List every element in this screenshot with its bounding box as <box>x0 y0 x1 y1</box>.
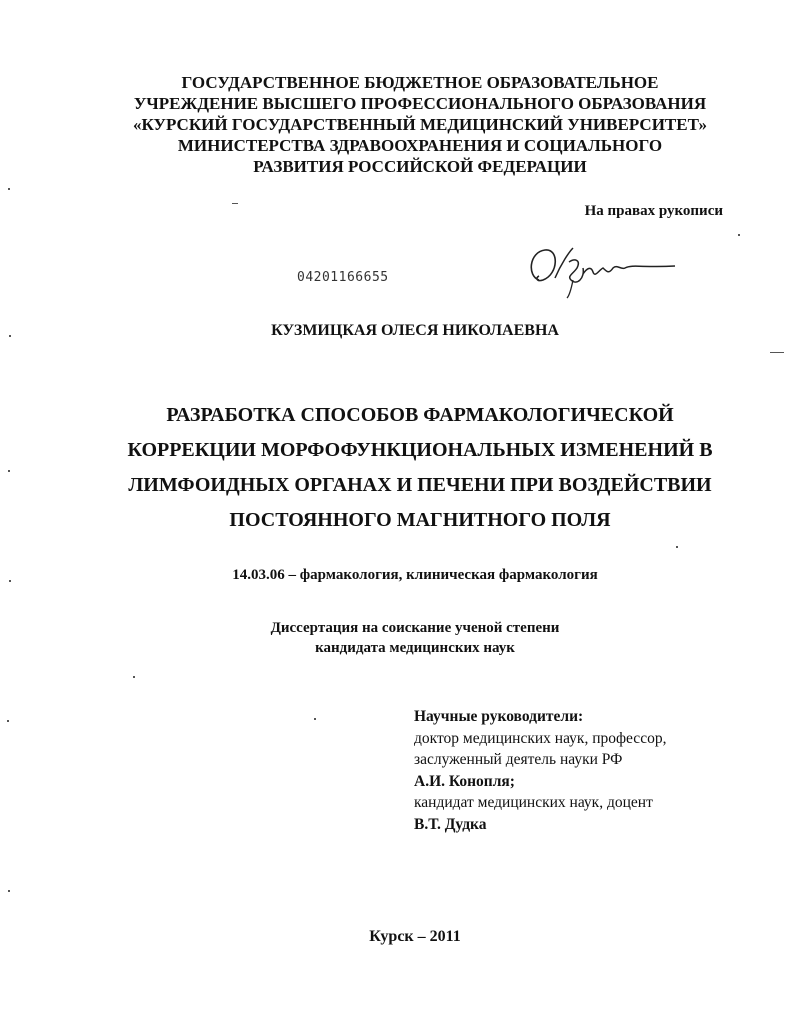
advisors-heading: Научные руководители: <box>414 708 584 725</box>
degree-statement <box>0 618 795 658</box>
advisor1-name: А.И. Конопля; <box>414 772 515 790</box>
scan-speck <box>8 188 10 190</box>
degree-line: кандидата медицинских наук <box>315 640 515 656</box>
scan-speck <box>9 335 11 337</box>
scan-speck <box>738 234 740 236</box>
city-year: Курск – 2011 <box>369 928 461 945</box>
dissertation-title <box>100 398 740 538</box>
institution-line: ГОСУДАРСТВЕННОЕ БЮДЖЕТНОЕ ОБРАЗОВАТЕЛЬНОЕ <box>181 73 659 92</box>
title-line: РАЗРАБОТКА СПОСОБОВ ФАРМАКОЛОГИЧЕСКОЙ <box>166 404 674 426</box>
institution-line: РАЗВИТИЯ РОССИЙСКОЙ ФЕДЕРАЦИИ <box>253 157 587 176</box>
advisor1-degree: доктор медицинских наук, профессор, <box>414 729 667 747</box>
scientific-advisors <box>414 706 666 835</box>
scan-speck <box>7 720 9 722</box>
specialty-code: 14.03.06 – фармакология, клиническая фармакология <box>232 567 598 583</box>
scan-speck <box>9 580 11 582</box>
scan-speck <box>770 352 784 353</box>
degree-line: Диссертация на соискание ученой степени <box>270 620 560 636</box>
scan-speck <box>314 718 316 720</box>
author-name: КУЗМИЦКАЯ ОЛЕСЯ НИКОЛАЕВНА <box>271 322 559 339</box>
scan-speck <box>133 676 135 678</box>
rights-note: На правах рукописи <box>584 203 723 219</box>
library-stamp-number: 04201166655 <box>297 270 389 285</box>
advisor2-degree: кандидат медицинских наук, доцент <box>414 794 653 811</box>
title-line: ПОСТОЯННОГО МАГНИТНОГО ПОЛЯ <box>229 509 611 531</box>
title-line: ЛИМФОИДНЫХ ОРГАНАХ И ПЕЧЕНИ ПРИ ВОЗДЕЙСТВИИ <box>128 474 712 496</box>
institution-header <box>80 72 760 177</box>
advisor1-title: заслуженный деятель науки РФ <box>414 751 623 768</box>
scan-speck <box>232 203 238 204</box>
scan-speck <box>8 470 10 472</box>
institution-line: УЧРЕЖДЕНИЕ ВЫСШЕГО ПРОФЕССИОНАЛЬНОГО ОБРАЗОВАНИЯ <box>133 94 707 113</box>
institution-line: МИНИСТЕРСТВА ЗДРАВООХРАНЕНИЯ И СОЦИАЛЬНОГО <box>177 136 663 155</box>
advisor2-name: В.Т. Дудка <box>414 815 487 833</box>
institution-line: «КУРСКИЙ ГОСУДАРСТВЕННЫЙ МЕДИЦИНСКИЙ УНИВЕРСИТЕТ» <box>133 115 707 134</box>
author-signature <box>525 238 685 308</box>
title-line: КОРРЕКЦИИ МОРФОФУНКЦИОНАЛЬНЫХ ИЗМЕНЕНИЙ В <box>127 439 713 461</box>
scan-speck <box>676 546 678 548</box>
scan-speck <box>8 890 10 892</box>
